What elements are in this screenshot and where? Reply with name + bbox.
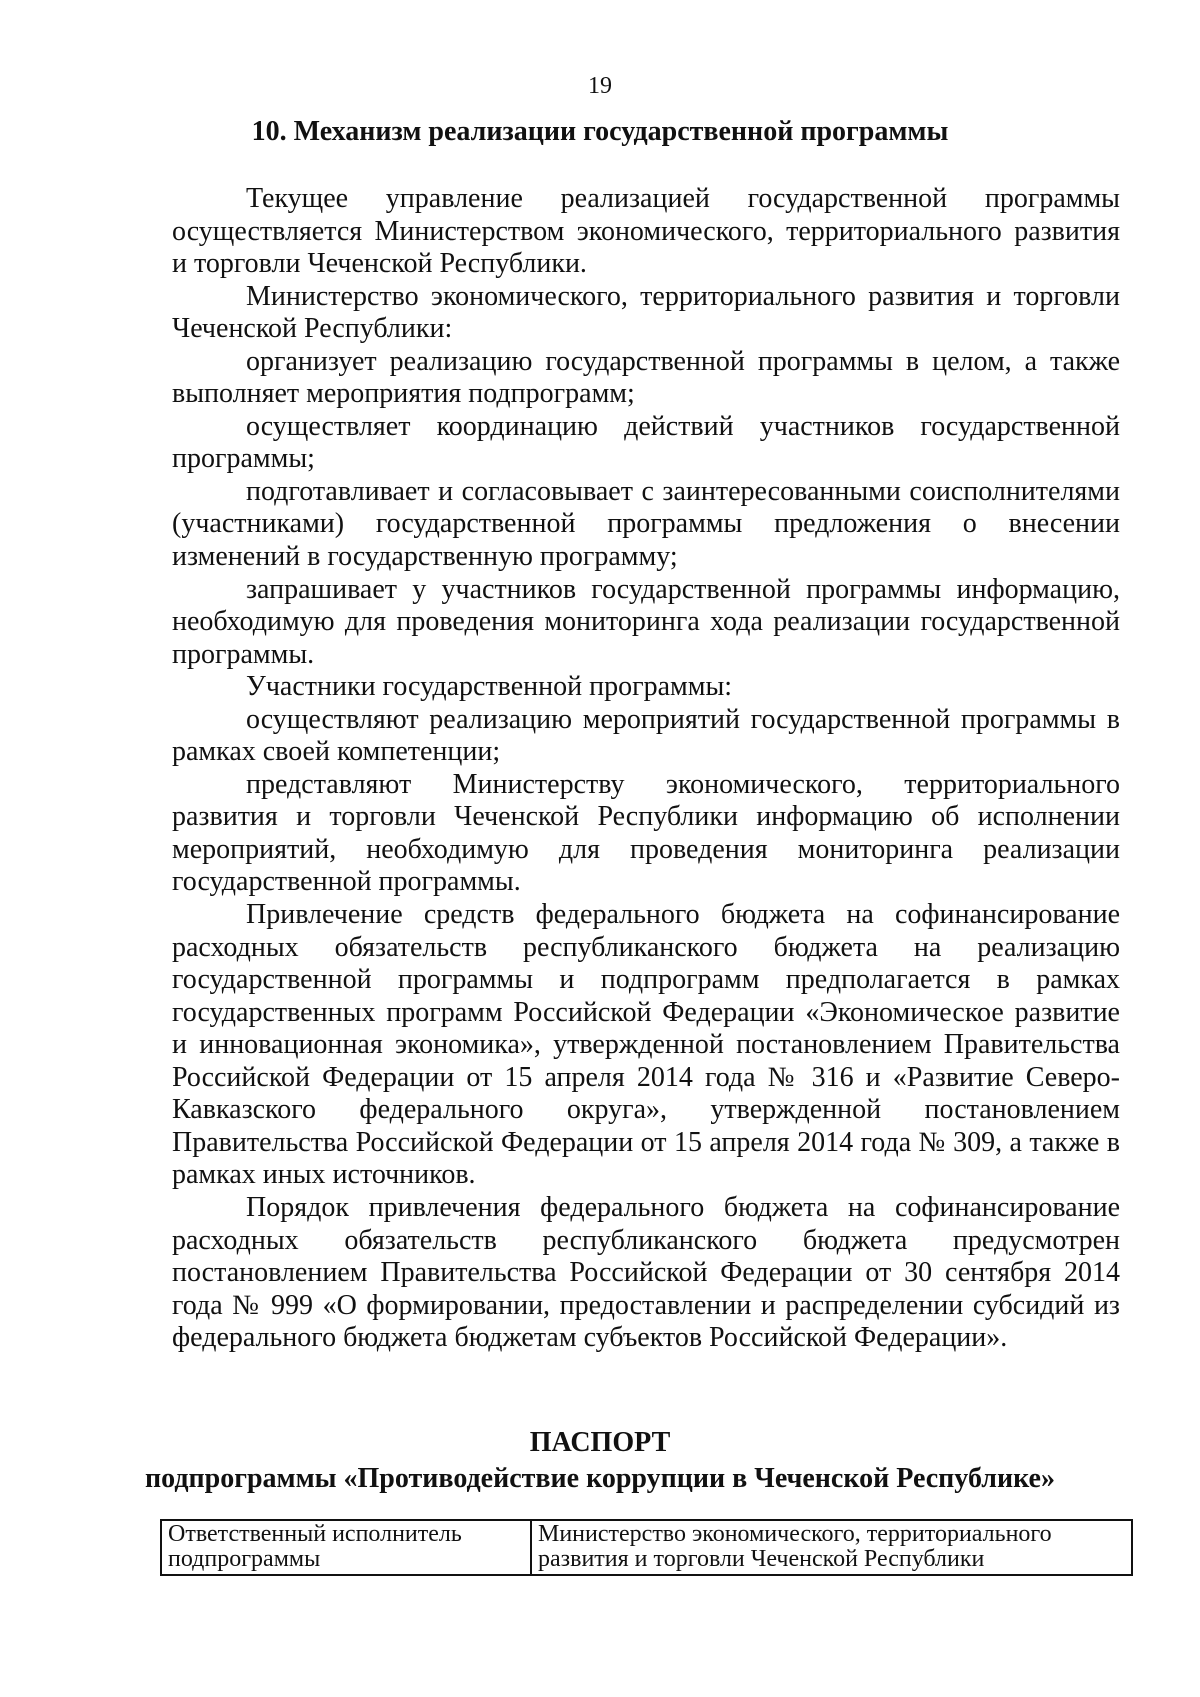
paragraph: Министерство экономического, территориального развития и торговли Чеченской Республики:	[172, 280, 1120, 345]
paragraph: осуществляет координацию действий участников государственной программы;	[172, 410, 1120, 475]
paragraph: Порядок привлечения федерального бюджета на софинансирование расходных обязательств республиканского бюджета предусмотрен постановлением Правительства Российской Федерации от 30 сентября 2014 года № 999 «О формировании, предоставлении и распределении субсидий из федерального бюджета бюджетам субъектов Российской Федерации».	[172, 1191, 1120, 1354]
paragraph: Участники государственной программы:	[246, 671, 733, 703]
paragraph: подготавливает и согласовывает с заинтересованными соисполнителями (участниками) государственной программы предложения о внесении изменений в государственную программу;	[172, 475, 1120, 573]
paragraph: осуществляют реализацию мероприятий государственной программы в рамках своей компетенции;	[172, 703, 1120, 768]
paragraph: организует реализацию государственной программы в целом, а также выполняет мероприятия подпрограмм;	[172, 345, 1120, 410]
paragraph: запрашивает у участников государственной программы информацию, необходимую для проведения мониторинга хода реализации государственной программы.	[172, 573, 1120, 670]
table-row	[161, 1520, 1132, 1575]
passport-table	[160, 1519, 1133, 1576]
paragraph: представляют Министерству экономического, территориального развития и торговли Чеченской Республики информацию об исполнении мероприятий, необходимую для проведения мониторинга реализации государственной программы.	[172, 768, 1120, 898]
paragraph: Привлечение средств федерального бюджета на софинансирование расходных обязательств республиканского бюджета на реализацию государственной программы и подпрограмм предполагается в рамках государственных программ Российской Федерации «Экономическое развитие и инновационная экономика», утвержденной постановлением Правительства Российской Федерации от 15 апреля 2014 года № 316 и «Развитие Северо-Кавказского федерального округа», утвержденной постановлением Правительства Российской Федерации от 15 апреля 2014 года № 309, а также в рамках иных источников.	[172, 899, 1120, 1191]
passport-title: ПАСПОРТ	[529, 1427, 671, 1458]
body-text	[172, 183, 1120, 1355]
section-title: 10. Механизм реализации государственной программы	[251, 116, 949, 147]
passport-subtitle: подпрограммы «Противодействие коррупции в Чеченской Республике»	[145, 1463, 1055, 1494]
table-cell-label: Ответственный исполнитель подпрограммы	[161, 1520, 531, 1575]
page-number: 19	[588, 73, 612, 99]
table-cell-value: Министерство экономического, территориального развития и торговли Чеченской Республики	[531, 1520, 1132, 1575]
paragraph: Текущее управление реализацией государственной программы осуществляется Министерством экономического, территориального развития и торговли Чеченской Республики.	[172, 183, 1120, 280]
